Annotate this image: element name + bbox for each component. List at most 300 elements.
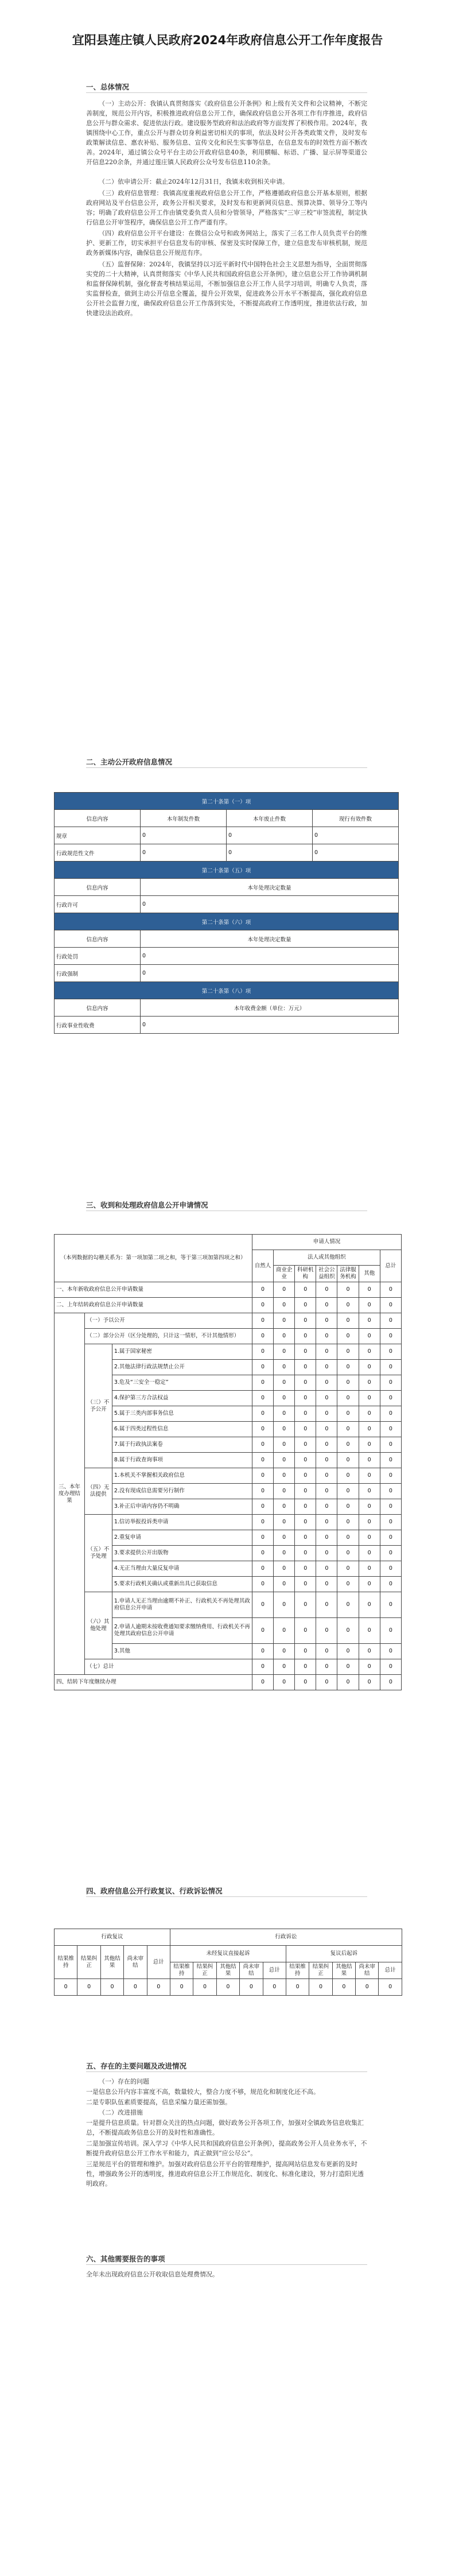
table-cell: 0	[337, 1437, 359, 1453]
table-cell: 0	[337, 1577, 359, 1592]
table-cell: 0	[274, 1499, 295, 1515]
measures-subheading: （二）改进措施	[99, 2109, 143, 2116]
row-name: 行政处罚	[55, 948, 141, 965]
group-unable: （四）无法提供	[85, 1468, 112, 1515]
table-cell: 0	[316, 1360, 337, 1375]
table-cell: 0	[337, 1406, 359, 1422]
table-cell: 0	[380, 1577, 401, 1592]
table-cell: 总计	[263, 1962, 286, 1979]
table-cell: 0	[252, 1468, 273, 1484]
section1-rule	[86, 92, 367, 93]
table-cell: 0	[295, 1515, 316, 1530]
table-cell: 0	[380, 1659, 401, 1675]
table-cell: 0	[274, 1484, 295, 1499]
table-cell: 0	[274, 1437, 295, 1453]
table-cell: 0	[359, 1499, 380, 1515]
band-item-1: 第二十条第（一）项	[55, 793, 399, 810]
table-cell: 0	[295, 1618, 316, 1644]
table-cell: 0	[252, 1618, 273, 1644]
table-cell: 0	[295, 1561, 316, 1577]
table-cell: 0	[252, 1282, 273, 1298]
table-cell: 0	[359, 1282, 380, 1298]
table-cell: 5.属于三类内部事务信息	[112, 1406, 252, 1422]
table-cell: 0	[380, 1530, 401, 1546]
table-cell: 2.重复申请	[112, 1530, 252, 1546]
table-cell: 3.其他	[112, 1644, 252, 1659]
table-cell: 0	[252, 1406, 273, 1422]
table-cell: 0	[309, 1979, 332, 1996]
table-cell: （一）予以公开	[85, 1313, 252, 1329]
row-name: 行政强制	[55, 965, 141, 982]
row-name: 行政规范性文件	[55, 844, 141, 862]
row-name: 行政许可	[55, 896, 141, 913]
col-public-welfare: 社会公益组织	[316, 1266, 337, 1282]
row-value: 0	[141, 896, 399, 913]
table-cell: 8.属于行政查询事项	[112, 1453, 252, 1468]
table-cell: 0	[337, 1592, 359, 1618]
table-cell: 0	[274, 1453, 295, 1468]
table-cell: 0	[316, 1453, 337, 1468]
table-cell: 尚未审结	[240, 1962, 263, 1979]
table-cell: 0	[170, 1979, 193, 1996]
reconsideration-header: 行政复议	[55, 1929, 170, 1946]
table-cell: 0	[316, 1422, 337, 1437]
col-issued: 本年制发件数	[141, 810, 227, 827]
table-row	[55, 1592, 402, 1618]
table-cell: 0	[274, 1592, 295, 1618]
row-value: 0	[141, 827, 227, 844]
table-cell: 0	[337, 1344, 359, 1360]
table-cell: 0	[286, 1979, 309, 1996]
table-cell: 0	[337, 1530, 359, 1546]
table-cell: 0	[252, 1453, 273, 1468]
table-cell: 0	[252, 1530, 273, 1546]
table-cell: 0	[380, 1592, 401, 1618]
table-cell: 0	[359, 1329, 380, 1344]
table-cell: 1.属于国家秘密	[112, 1344, 252, 1360]
table-cell: 0	[337, 1644, 359, 1659]
table-cell: 0	[337, 1468, 359, 1484]
table-cell: 0	[274, 1329, 295, 1344]
s1-para-2: （二）依申请公开：截止2024年12月31日，我镇未收到相关申请。	[99, 178, 289, 185]
table-cell: 0	[316, 1406, 337, 1422]
section5-heading: 五、存在的主要问题及改进情况	[86, 2062, 187, 2070]
row-value: 0	[141, 844, 227, 862]
table-row	[55, 1515, 402, 1530]
table-cell: 0	[359, 1375, 380, 1391]
table-cell: 0	[359, 1391, 380, 1406]
table-cell: 四、结转下年度继续办理	[55, 1675, 252, 1690]
table-cell: 0	[359, 1422, 380, 1437]
band-item-5: 第二十条第（五）项	[55, 862, 399, 879]
table-row	[55, 1468, 402, 1484]
table-cell: 0	[252, 1375, 273, 1391]
table-cell: 0	[380, 1375, 401, 1391]
table-cell: 0	[316, 1499, 337, 1515]
table-cell: 0	[295, 1422, 316, 1437]
table-cell: 0	[359, 1592, 380, 1618]
s1-para-4: （四）政府信息公开平台建设：在微信公众号和政务网站上，落实了三名工作人员负责平台的维护、更新工作，切实承担平台信息发布的审核、保密及实时保障工作，建立信息发布审核机制，规范政务新媒体内容，确保信息公开规范有序。	[86, 230, 367, 257]
table-cell: 0	[263, 1979, 286, 1996]
table-cell: 0	[316, 1282, 337, 1298]
table-cell: 0	[274, 1422, 295, 1437]
table-cell: 0	[316, 1515, 337, 1530]
table-cell: 0	[359, 1546, 380, 1561]
section1-heading: 一、总体情况	[86, 83, 130, 91]
table-cell: 0	[380, 1546, 401, 1561]
table-cell: 0	[252, 1644, 273, 1659]
report-title: 宜阳县莲庄镇人民政府2024年政府信息公开工作年度报告	[72, 33, 383, 47]
table-cell: 0	[77, 1979, 100, 1996]
s1-para-1: （一）主动公开：我镇认真贯彻落实《政府信息公开条例》和上级有关文件和会议精神，不断完善制度，规范公开内容，积极推进政府信息公开工作，确保政府信息公开各项工作有序推进，政府信息公开与群众需求、促进依法行政。建设服务型政府和法治政府等方面发挥了积极作用。2024年，我镇围绕中心工作，重点公开与群众切身利益密切相关的事项，依法及时公开各类政策文件，及时发布政策解读信息、惠农补贴、服务信息、宣传文化和民生实事等信息，在信息发布的时效性方面不断改善。2024年，通过镇公众号平台主动公开政府信息40条，利用横幅、标语、广播、显示屏等渠道公开信息220余条，并通过莲庄镇人民政府公众号发布信息110余条。	[86, 100, 367, 166]
table-cell: 0	[359, 1530, 380, 1546]
row-value: 0	[141, 948, 399, 965]
table-cell: 0	[359, 1561, 380, 1577]
col-info-content: 信息内容	[55, 930, 141, 948]
table-cell: 0	[359, 1515, 380, 1530]
table-cell: 0	[316, 1530, 337, 1546]
table-cell: 总计	[379, 1962, 402, 1979]
section6-heading: 六、其他需要报告的事项	[86, 2255, 165, 2263]
col-info-content: 信息内容	[55, 810, 141, 827]
table-cell: 0	[295, 1391, 316, 1406]
table-cell: 2.申请人逾期未按收费通知要求缴纳费用、行政机关不再处理其政府信息公开申请	[112, 1618, 252, 1644]
row-value: 0	[227, 827, 313, 844]
col-decisions: 本年处理决定数量	[141, 930, 399, 948]
group-not-processed: （五）不予处理	[85, 1515, 112, 1592]
table-cell: 结果纠正	[309, 1962, 332, 1979]
table-cell: 0	[337, 1659, 359, 1675]
table-cell: 0	[337, 1391, 359, 1406]
table-cell: 2.其他法律行政法规禁止公开	[112, 1360, 252, 1375]
col-info-content: 信息内容	[55, 999, 141, 1017]
table-cell: 0	[274, 1561, 295, 1577]
table-cell: 0	[274, 1360, 295, 1375]
direct-suit-header: 未经复议直接起诉	[170, 1946, 286, 1962]
col-legal-service: 法律服务机构	[337, 1266, 359, 1282]
table-row	[55, 1344, 402, 1360]
table-cell: 0	[295, 1546, 316, 1561]
table-cell: 0	[316, 1659, 337, 1675]
table-cell: 3.补正后申请内容仍不明确	[112, 1499, 252, 1515]
table-cell: 0	[274, 1644, 295, 1659]
table-cell: 0	[337, 1375, 359, 1391]
table-cell: 0	[316, 1298, 337, 1313]
table-cell: 结果纠正	[193, 1962, 216, 1979]
table-cell: 0	[337, 1546, 359, 1561]
table-cell: 0	[380, 1282, 401, 1298]
table-cell: 0	[359, 1437, 380, 1453]
measure-item: 一是提升信息质量。针对群众关注的热点问题，做好政务公开各项工作，加强对全镇政务信息收集汇总，不断提高政务信息公开的及时性和准确性。	[86, 2119, 364, 2136]
table-cell: 0	[380, 1329, 401, 1344]
section5-rule	[86, 2071, 367, 2072]
table-cell: 0	[359, 1659, 380, 1675]
table-cell: 0	[380, 1484, 401, 1499]
table-cell: 0	[252, 1592, 273, 1618]
annual-results-category: 三、本年度办理结果	[55, 1313, 85, 1675]
table-cell: 3.危及“三安全一稳定”	[112, 1375, 252, 1391]
table-cell: 0	[359, 1468, 380, 1484]
table-cell: 0	[100, 1979, 123, 1996]
table-cell: 0	[337, 1282, 359, 1298]
table-cell: 0	[316, 1592, 337, 1618]
table-cell: 0	[252, 1577, 273, 1592]
table-cell: 0	[380, 1499, 401, 1515]
table-cell: 0	[252, 1484, 273, 1499]
table-row	[55, 1313, 402, 1329]
table-cell: （七）总计	[85, 1659, 252, 1675]
table-cell: 0	[274, 1375, 295, 1391]
table-cell: 0	[359, 1360, 380, 1375]
table-cell: 0	[295, 1344, 316, 1360]
table-cell: 0	[380, 1313, 401, 1329]
table-cell: 一、本年新收政府信息公开申请数量	[55, 1282, 252, 1298]
table-cell: 0	[274, 1391, 295, 1406]
table-row	[55, 1659, 402, 1675]
col-other: 其他	[359, 1266, 380, 1282]
table-cell: 0	[252, 1313, 273, 1329]
table-cell: 0	[252, 1422, 273, 1437]
problem-item: 二是专职队伍素质要提高，信息采编力量还需加强。	[86, 2098, 231, 2106]
section2-heading: 二、主动公开政府信息情况	[86, 758, 173, 766]
group-other-handling: （六）其他处理	[85, 1592, 112, 1659]
table-cell: 0	[337, 1618, 359, 1644]
table-cell: 0	[240, 1979, 263, 1996]
table-cell: 1.申请人无正当理由逾期不补正、行政机关不再处理其政府信息公开申请	[112, 1592, 252, 1618]
table-cell: 0	[295, 1453, 316, 1468]
table-cell: 0	[252, 1561, 273, 1577]
section6-paragraph: 全年未出现政府信息公开收取信息处理费情况。	[86, 2271, 219, 2278]
review-litigation-table	[54, 1929, 402, 1996]
row-name: 规章	[55, 827, 141, 844]
table-cell: 2.没有现成信息需要另行制作	[112, 1484, 252, 1499]
col-valid: 现行有效件数	[313, 810, 399, 827]
table-cell: 0	[147, 1979, 170, 1996]
litigation-header: 行政诉讼	[170, 1929, 402, 1946]
natural-person-col: 自然人	[252, 1250, 273, 1282]
table-cell: 结果维持	[55, 1946, 77, 1979]
col-fee-amount: 本年收费金额（单位：万元）	[141, 999, 399, 1017]
table-cell: 5.要求行政机关确认或重新出具已获取信息	[112, 1577, 252, 1592]
table-cell: 0	[359, 1453, 380, 1468]
table-cell: 0	[380, 1515, 401, 1530]
table-cell: 0	[295, 1313, 316, 1329]
col-decisions: 本年处理决定数量	[141, 879, 399, 896]
table-cell: 0	[295, 1675, 316, 1690]
table-cell: 0	[316, 1561, 337, 1577]
table-cell: 0	[316, 1344, 337, 1360]
table-cell: 0	[295, 1644, 316, 1659]
table-cell: 0	[332, 1979, 355, 1996]
s1-para-5: （五）监督保障：2024年，我镇坚持以习近平新时代中国特色社会主义思想为指导，全面贯彻落实党的二十大精神，认真贯彻落实《中华人民共和国政府信息公开条例》，建立信息公开工作协调机制和监督保障机制，强化督查考核结果运用，不断加强信息公开工作人员学习培训，明确专人负责，落实监督检查，做到主动公开信息全覆盖，提升公开效果，促进政务公开水平不断提高，强化政府信息公开社会监督力度，确保政府信息公开工作落到实处，不断提高政府工作透明度，推进依法行政，加快建设法治政府。	[86, 261, 367, 317]
table-cell: 0	[316, 1313, 337, 1329]
table-cell: 0	[316, 1329, 337, 1344]
problems-subheading: （一）存在的问题	[99, 2078, 149, 2085]
table-cell: 0	[359, 1618, 380, 1644]
table-cell: 0	[295, 1375, 316, 1391]
table-cell: 0	[380, 1453, 401, 1468]
section4-rule	[86, 1896, 367, 1897]
corner-note: （本列数据的勾稽关系为：第一项加第二项之和，等于第三项加第四项之和）	[55, 1235, 252, 1282]
proactive-disclosure-table	[54, 792, 399, 1034]
table-cell: 0	[274, 1406, 295, 1422]
table-cell: 0	[337, 1360, 359, 1375]
table-cell: 0	[252, 1675, 273, 1690]
applicant-header: 申请人情况	[252, 1235, 401, 1250]
table-cell: 结果纠正	[77, 1946, 100, 1979]
col-info-content: 信息内容	[55, 879, 141, 896]
row-value: 0	[313, 827, 399, 844]
table-cell: 结果维持	[286, 1962, 309, 1979]
table-cell: 0	[359, 1298, 380, 1313]
table-row	[55, 1675, 402, 1690]
table-cell: 0	[337, 1422, 359, 1437]
table-cell: 结果维持	[170, 1962, 193, 1979]
row-name: 行政事业性收费	[55, 1017, 141, 1034]
table-cell: 0	[295, 1468, 316, 1484]
table-cell: 0	[55, 1979, 77, 1996]
row-value: 0	[141, 1017, 399, 1034]
table-cell: 0	[380, 1406, 401, 1422]
total-col: 总计	[380, 1250, 401, 1282]
table-cell: 0	[356, 1979, 379, 1996]
table-cell: 0	[252, 1499, 273, 1515]
table-cell: 其他结果	[332, 1962, 355, 1979]
table-cell: 0	[295, 1577, 316, 1592]
table-cell: 0	[295, 1659, 316, 1675]
table-cell: 1.信访举报投诉类申请	[112, 1515, 252, 1530]
table-cell: 6.属于四类过程性信息	[112, 1422, 252, 1437]
table-cell: 总计	[147, 1946, 170, 1979]
table-cell: 0	[252, 1659, 273, 1675]
section4-heading: 四、政府信息公开行政复议、行政诉讼情况	[86, 1887, 223, 1895]
table-row	[55, 1298, 402, 1313]
col-commercial: 商业企业	[274, 1266, 295, 1282]
table-cell: 4.无正当理由大量反复申请	[112, 1561, 252, 1577]
table-row	[55, 1329, 402, 1344]
table-cell: 0	[252, 1391, 273, 1406]
table-cell: 0	[380, 1468, 401, 1484]
table-cell: 其他结果	[216, 1962, 239, 1979]
table-cell: 0	[337, 1561, 359, 1577]
problem-item: 一是信息公开内容丰富度不高，数量较大，整合力度不够，规范化和制度化还不高。	[86, 2088, 320, 2096]
table-cell: 0	[316, 1484, 337, 1499]
table-cell: 4.保护第三方合法权益	[112, 1391, 252, 1406]
table-cell: 0	[379, 1979, 402, 1996]
table-cell: 0	[316, 1546, 337, 1561]
table-cell: 0	[124, 1979, 147, 1996]
table-cell: 0	[316, 1618, 337, 1644]
table-cell: 0	[380, 1298, 401, 1313]
table-cell: 0	[380, 1344, 401, 1360]
row-value: 0	[227, 844, 313, 862]
table-cell: 0	[380, 1360, 401, 1375]
table-cell: 0	[216, 1979, 239, 1996]
after-review-header: 复议后起诉	[286, 1946, 402, 1962]
table-cell: 0	[274, 1675, 295, 1690]
table-cell: 0	[380, 1675, 401, 1690]
table-cell: 0	[274, 1618, 295, 1644]
table-cell: 0	[316, 1375, 337, 1391]
table-cell: 尚未审结	[356, 1962, 379, 1979]
table-cell: 尚未审结	[124, 1946, 147, 1979]
table-cell: 0	[337, 1298, 359, 1313]
table-cell: 0	[380, 1437, 401, 1453]
legal-person-group: 法人或其他组织	[274, 1250, 380, 1266]
table-cell: 0	[295, 1530, 316, 1546]
table-cell: 0	[252, 1344, 273, 1360]
table-cell: 0	[295, 1298, 316, 1313]
table-cell: 0	[295, 1499, 316, 1515]
table-cell: 1.本机关不掌握相关政府信息	[112, 1468, 252, 1484]
table-cell: 0	[380, 1618, 401, 1644]
table-cell: 0	[252, 1437, 273, 1453]
table-cell: 0	[274, 1313, 295, 1329]
table-cell: （二）部分公开（区分处理的，只计这一情形，不计其他情形）	[85, 1329, 252, 1344]
table-cell: 二、上年结转政府信息公开申请数量	[55, 1298, 252, 1313]
table-cell: 0	[274, 1659, 295, 1675]
table-cell: 0	[359, 1406, 380, 1422]
table-cell: 0	[359, 1675, 380, 1690]
table-cell: 0	[274, 1546, 295, 1561]
band-item-6: 第二十条第（六）项	[55, 913, 399, 930]
table-cell: 0	[316, 1437, 337, 1453]
table-cell: 0	[337, 1499, 359, 1515]
table-row	[55, 1979, 402, 1996]
table-cell: 0	[316, 1468, 337, 1484]
table-cell: 0	[295, 1406, 316, 1422]
section3-heading: 三、收到和处理政府信息公开申请情况	[86, 1201, 208, 1209]
table-cell: 0	[316, 1675, 337, 1690]
table-cell: 0	[252, 1360, 273, 1375]
col-research: 科研机构	[295, 1266, 316, 1282]
table-cell: 0	[359, 1644, 380, 1659]
table-cell: 0	[316, 1644, 337, 1659]
table-cell: 0	[252, 1546, 273, 1561]
section6-rule	[86, 2264, 367, 2265]
band-item-8: 第二十条第（八）项	[55, 982, 399, 999]
row-value: 0	[141, 965, 399, 982]
table-cell: 0	[337, 1675, 359, 1690]
measure-item: 二是加强宣传培训。深入学习《中华人民共和国政府信息公开条例》，提高政务公开人员业务水平，不断提升政府信息公开工作水平和能力，真正做到“应公尽公”。	[86, 2140, 367, 2157]
table-cell: 3.要求提供公开出版物	[112, 1546, 252, 1561]
table-cell: 0	[359, 1313, 380, 1329]
table-row	[55, 1282, 402, 1298]
table-cell: 0	[337, 1515, 359, 1530]
table-cell: 0	[380, 1561, 401, 1577]
table-cell: 0	[380, 1422, 401, 1437]
table-cell: 0	[295, 1484, 316, 1499]
measure-item: 三是规范平台的管理和维护。加强对政府信息公开平台的管理维护，提高网站信息发布更新的及时性，增强政务公开的透明度，推进政府信息公开工作规范化、制度化、标准化建设，努力打造阳光透明政府。	[86, 2160, 364, 2187]
table-cell: 0	[316, 1391, 337, 1406]
table-cell: 0	[337, 1329, 359, 1344]
table-cell: 0	[295, 1360, 316, 1375]
table-cell: 7.属于行政执法案卷	[112, 1437, 252, 1453]
table-cell: 0	[252, 1329, 273, 1344]
table-cell: 0	[380, 1391, 401, 1406]
table-cell: 0	[252, 1298, 273, 1313]
application-handling-table	[54, 1234, 402, 1690]
section2-rule	[86, 767, 367, 768]
table-cell: 其他结果	[100, 1946, 123, 1979]
table-cell: 0	[359, 1577, 380, 1592]
table-cell: 0	[274, 1344, 295, 1360]
table-cell: 0	[359, 1344, 380, 1360]
table-cell: 0	[359, 1484, 380, 1499]
table-cell: 0	[252, 1515, 273, 1530]
table-cell: 0	[193, 1979, 216, 1996]
table-cell: 0	[380, 1644, 401, 1659]
